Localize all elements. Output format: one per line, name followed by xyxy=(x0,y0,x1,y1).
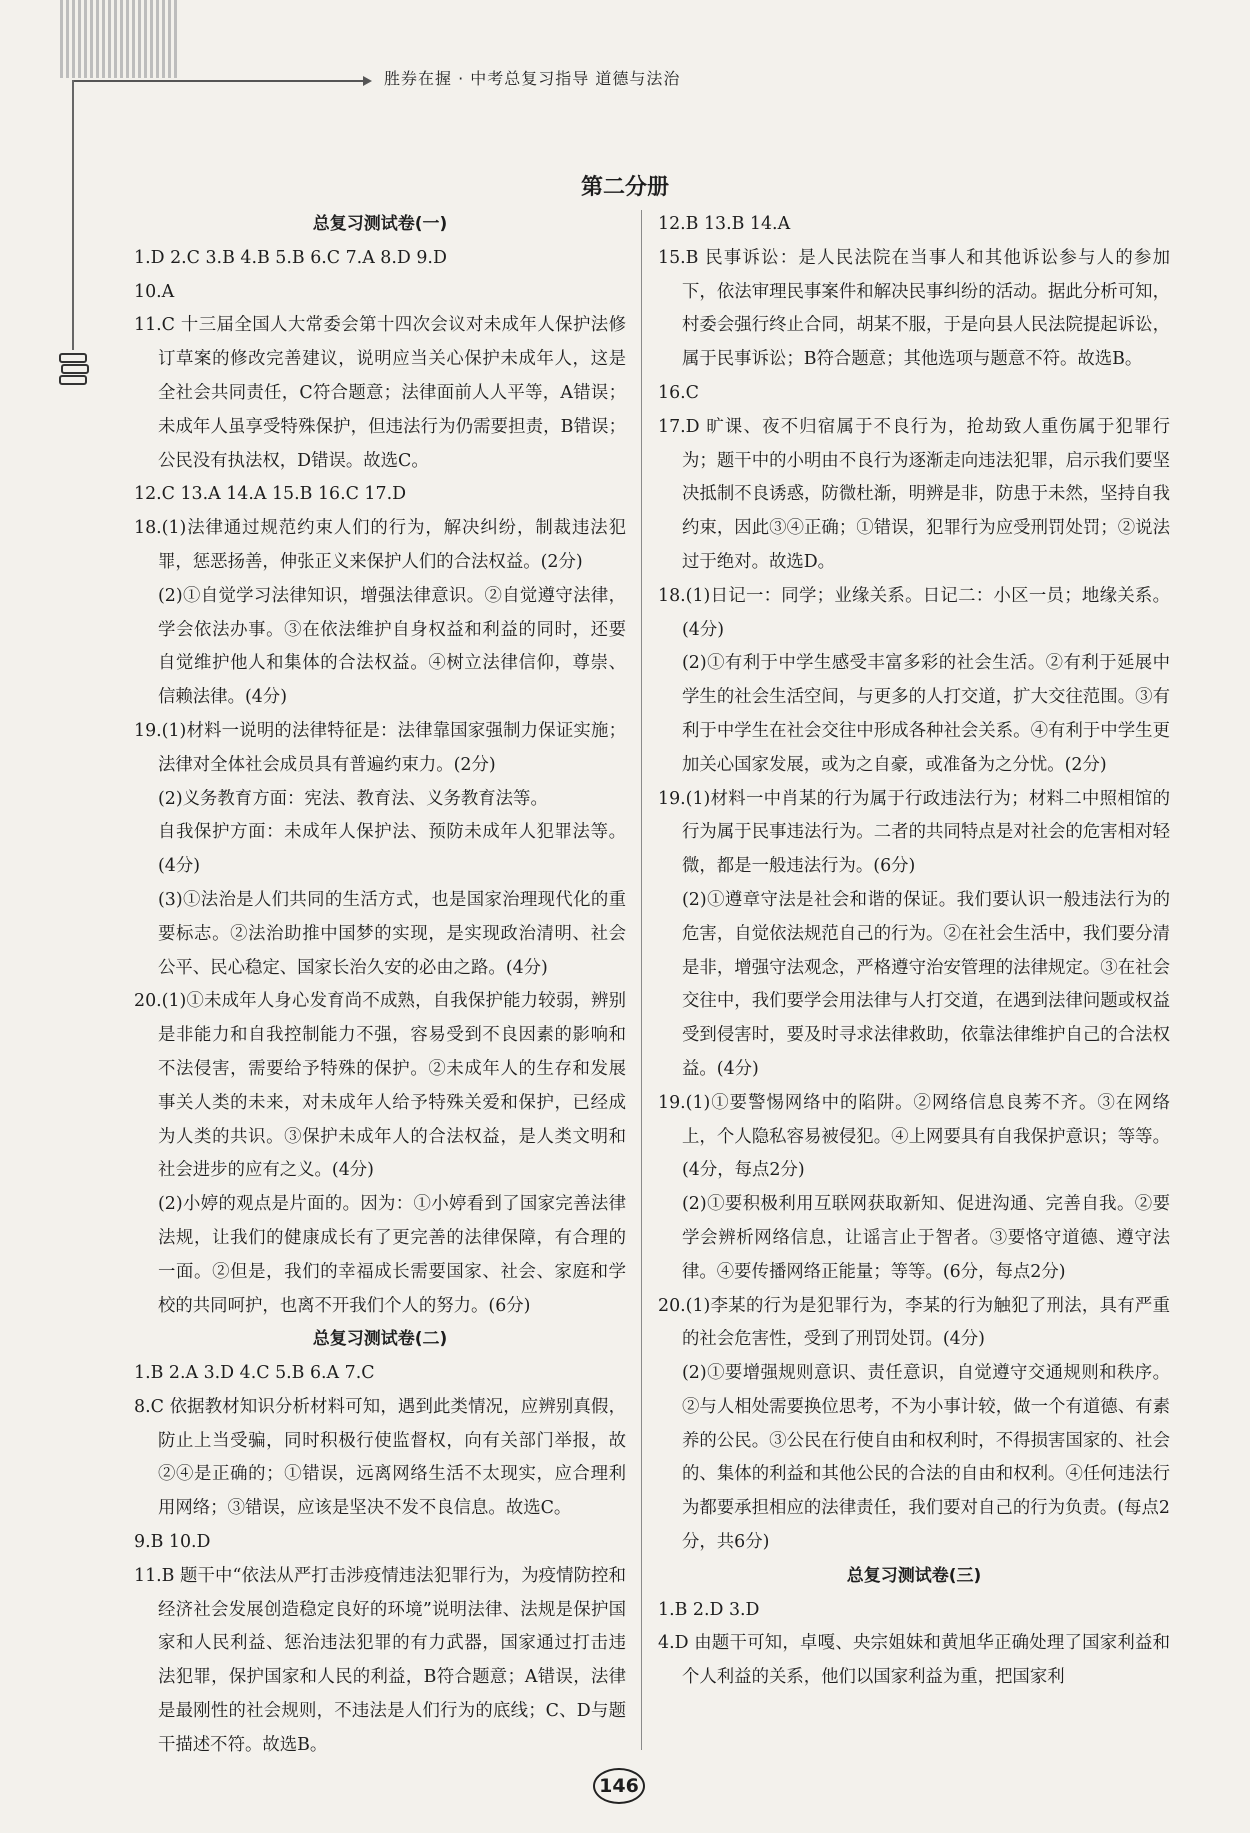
left-column xyxy=(134,208,626,1763)
answer-paragraph: (2)①遵章守法是社会和谐的保证。我们要认识一般违法行为的危害，自觉依法规范自己的行为。②在社会生活中，我们要分清是非，增强守法观念，严格遵守治安管理的法律规定。③在社会交往中，我们要学会用法律与人打交道，在遇到法律问题或权益受到侵害时，要及时寻求法律救助，依靠法律维护自己的合法权益。(4分) xyxy=(682,889,1170,1079)
answer-paragraph: 19.(1)材料一中肖某的行为属于行政违法行为；材料二中照相馆的行为属于民事违法行为。二者的共同特点是对社会的危害相对轻微，都是一般违法行为。(6分) xyxy=(658,788,1170,877)
answer-paragraph: 1.B 2.D 3.D xyxy=(658,1599,760,1620)
answer-paragraph: 20.(1)①未成年人身心发育尚不成熟，自我保护能力较弱，辨别是非能力和自我控制能力不强，容易受到不良因素的影响和不法侵害，需要给予特殊的保护。②未成年人的生存和发展事关人类的未来，对未成年人给予特殊关爱和保护，已经成为人类的共识。③保护未成年人的合法权益，是人类文明和社会进步的应有之义。(4分) xyxy=(134,991,626,1181)
answer-paragraph: (2)①有利于中学生感受丰富多彩的社会生活。②有利于延展中学生的社会生活空间，与更多的人打交道，扩大交往范围。③有利于中学生在社会交往中形成各种社会关系。④有利于中学生更加关心国家发展，或为之自豪，或准备为之分忧。(2分) xyxy=(682,653,1170,775)
answer-paragraph: 17.D 旷课、夜不归宿属于不良行为，抢劫致人重伤属于犯罪行为；题干中的小明由不良行为逐渐走向违法犯罪，启示我们要坚决抵制不良诱惑，防微杜渐，明辨是非，防患于未然，坚持自我约束，因此③④正确；①错误，犯罪行为应受刑罚处罚；②说法过于绝对。故选D。 xyxy=(658,416,1170,572)
answer-paragraph: 18.(1)日记一：同学；业缘关系。日记二：小区一员；地缘关系。(4分) xyxy=(658,585,1170,640)
page-number: 146 xyxy=(593,1768,645,1804)
books-icon xyxy=(58,350,90,392)
page-title: 第二分册 xyxy=(580,175,669,200)
answer-paragraph: 18.(1)法律通过规范约束人们的行为，解决纠纷，制裁违法犯罪，惩恶扬善，伸张正义来保护人们的合法权益。(2分) xyxy=(134,518,626,572)
running-header: 胜券在握 · 中考总复习指导 道德与法治 xyxy=(384,69,681,88)
answer-paragraph: (2)①要积极利用互联网获取新知、促进沟通、完善自我。②要学会辨析网络信息，让谣言止于智者。③要恪守道德、遵守法律。④要传播网络正能量；等等。(6分，每点2分) xyxy=(682,1194,1170,1282)
answer-paragraph: 11.B 题干中“依法从严打击涉疫情违法犯罪行为，为疫情防控和经济社会发展创造稳定良好的环境”说明法律、法规是保护国家和人民利益、惩治违法犯罪的有力武器，国家通过打击违法犯罪，保护国家和人民的利益，B符合题意；A错误，法律是最刚性的社会规则，不违法是人们行为的底线；C、D与题干描述不符。故选B。 xyxy=(134,1565,626,1755)
header-arrow-line xyxy=(72,80,364,82)
margin-vertical-line xyxy=(72,80,74,350)
answer-paragraph: (2)义务教育方面：宪法、教育法、义务教育法等。 xyxy=(158,788,548,809)
answer-paragraph: 15.B 民事诉讼：是人民法院在当事人和其他诉讼参与人的参加下，依法审理民事案件和解决民事纠纷的活动。据此分析可知，村委会强行终止合同，胡某不服，于是向县人民法院提起诉讼，属于民事诉讼；B符合题意；其他选项与题意不符。故选B。 xyxy=(658,247,1170,370)
answer-paragraph: 16.C xyxy=(658,382,699,403)
answer-paragraph: 自我保护方面：未成年人保护法、预防未成年人犯罪法等。(4分) xyxy=(158,822,626,877)
answer-paragraph: 4.D 由题干可知，卓嘎、央宗姐妹和黄旭华正确处理了国家利益和个人利益的关系，他们以国家利益为重，把国家利 xyxy=(658,1633,1170,1688)
answer-paragraph: 9.B 10.D xyxy=(134,1532,211,1553)
answer-paragraph: (2)①要增强规则意识、责任意识，自觉遵守交通规则和秩序。②与人相处需要换位思考，不为小事计较，做一个有道德、有素养的公民。③公民在行使自由和权利时，不得损害国家的、社会的、集体的利益和其他公民的合法的自由和权利。④任何违法行为都要承担相应的法律责任，我们要对自己的行为负责。(每点2分，共6分) xyxy=(682,1363,1170,1553)
answer-paragraph: 19.(1)材料一说明的法律特征是：法律靠国家强制力保证实施；法律对全体社会成员具有普遍约束力。(2分) xyxy=(134,720,626,775)
answer-paragraph: 12.C 13.A 14.A 15.B 16.C 17.D xyxy=(134,484,407,505)
section-heading: 总复习测试卷(三) xyxy=(846,1565,982,1586)
answer-paragraph: 1.B 2.A 3.D 4.C 5.B 6.A 7.C xyxy=(134,1363,375,1384)
section-heading: 总复习测试卷(一) xyxy=(312,214,448,234)
answer-paragraph: 12.B 13.B 14.A xyxy=(658,214,791,234)
column-divider xyxy=(641,210,642,1750)
answer-paragraph: 1.D 2.C 3.B 4.B 5.B 6.C 7.A 8.D 9.D xyxy=(134,247,447,268)
answer-paragraph: 11.C 十三届全国人大常委会第十四次会议对未成年人保护法修订草案的修改完善建议，说明应当关心保护未成年人，这是全社会共同责任，C符合题意；法律面前人人平等，A错误；未成年人虽享受特殊保护，但违法行为仍需要担责，B错误；公民没有执法权，D错误。故选C。 xyxy=(134,315,626,471)
section-heading: 总复习测试卷(二) xyxy=(312,1329,448,1350)
answer-paragraph: (2)①自觉学习法律知识，增强法律意识。②自觉遵守法律，学会依法办事。③在依法维护自身权益和利益的同时，还要自觉维护他人和集体的合法权益。④树立法律信仰，尊崇、信赖法律。(4分) xyxy=(158,585,626,708)
answer-paragraph: 20.(1)李某的行为是犯罪行为，李某的行为触犯了刑法，具有严重的社会危害性，受到了刑罚处罚。(4分) xyxy=(658,1295,1170,1350)
answer-paragraph: 19.(1)①要警惕网络中的陷阱。②网络信息良莠不齐。③在网络上，个人隐私容易被侵犯。④上网要具有自我保护意识；等等。(4分，每点2分) xyxy=(658,1092,1170,1181)
answer-paragraph: (2)小婷的观点是片面的。因为：①小婷看到了国家完善法律法规，让我们的健康成长有了更完善的法律保障，有合理的一面。②但是，我们的幸福成长需要国家、社会、家庭和学校的共同呵护，也离不开我们个人的努力。(6分) xyxy=(158,1194,626,1316)
answer-paragraph: 8.C 依据教材知识分析材料可知，遇到此类情况，应辨别真假，防止上当受骗，同时积极行使监督权，向有关部门举报，故②④是正确的；①错误，远离网络生活不太现实，应合理利用网络；③错误，应该是坚决不发不良信息。故选C。 xyxy=(134,1396,626,1519)
corner-stripe-decoration xyxy=(60,0,180,78)
answer-paragraph: (3)①法治是人们共同的生活方式，也是国家治理现代化的重要标志。②法治助推中国梦的实现，是实现政治清明、社会公平、民心稳定、国家长治久安的必由之路。(4分) xyxy=(158,889,626,978)
right-column xyxy=(658,208,1170,1695)
answer-paragraph: 10.A xyxy=(134,281,175,302)
